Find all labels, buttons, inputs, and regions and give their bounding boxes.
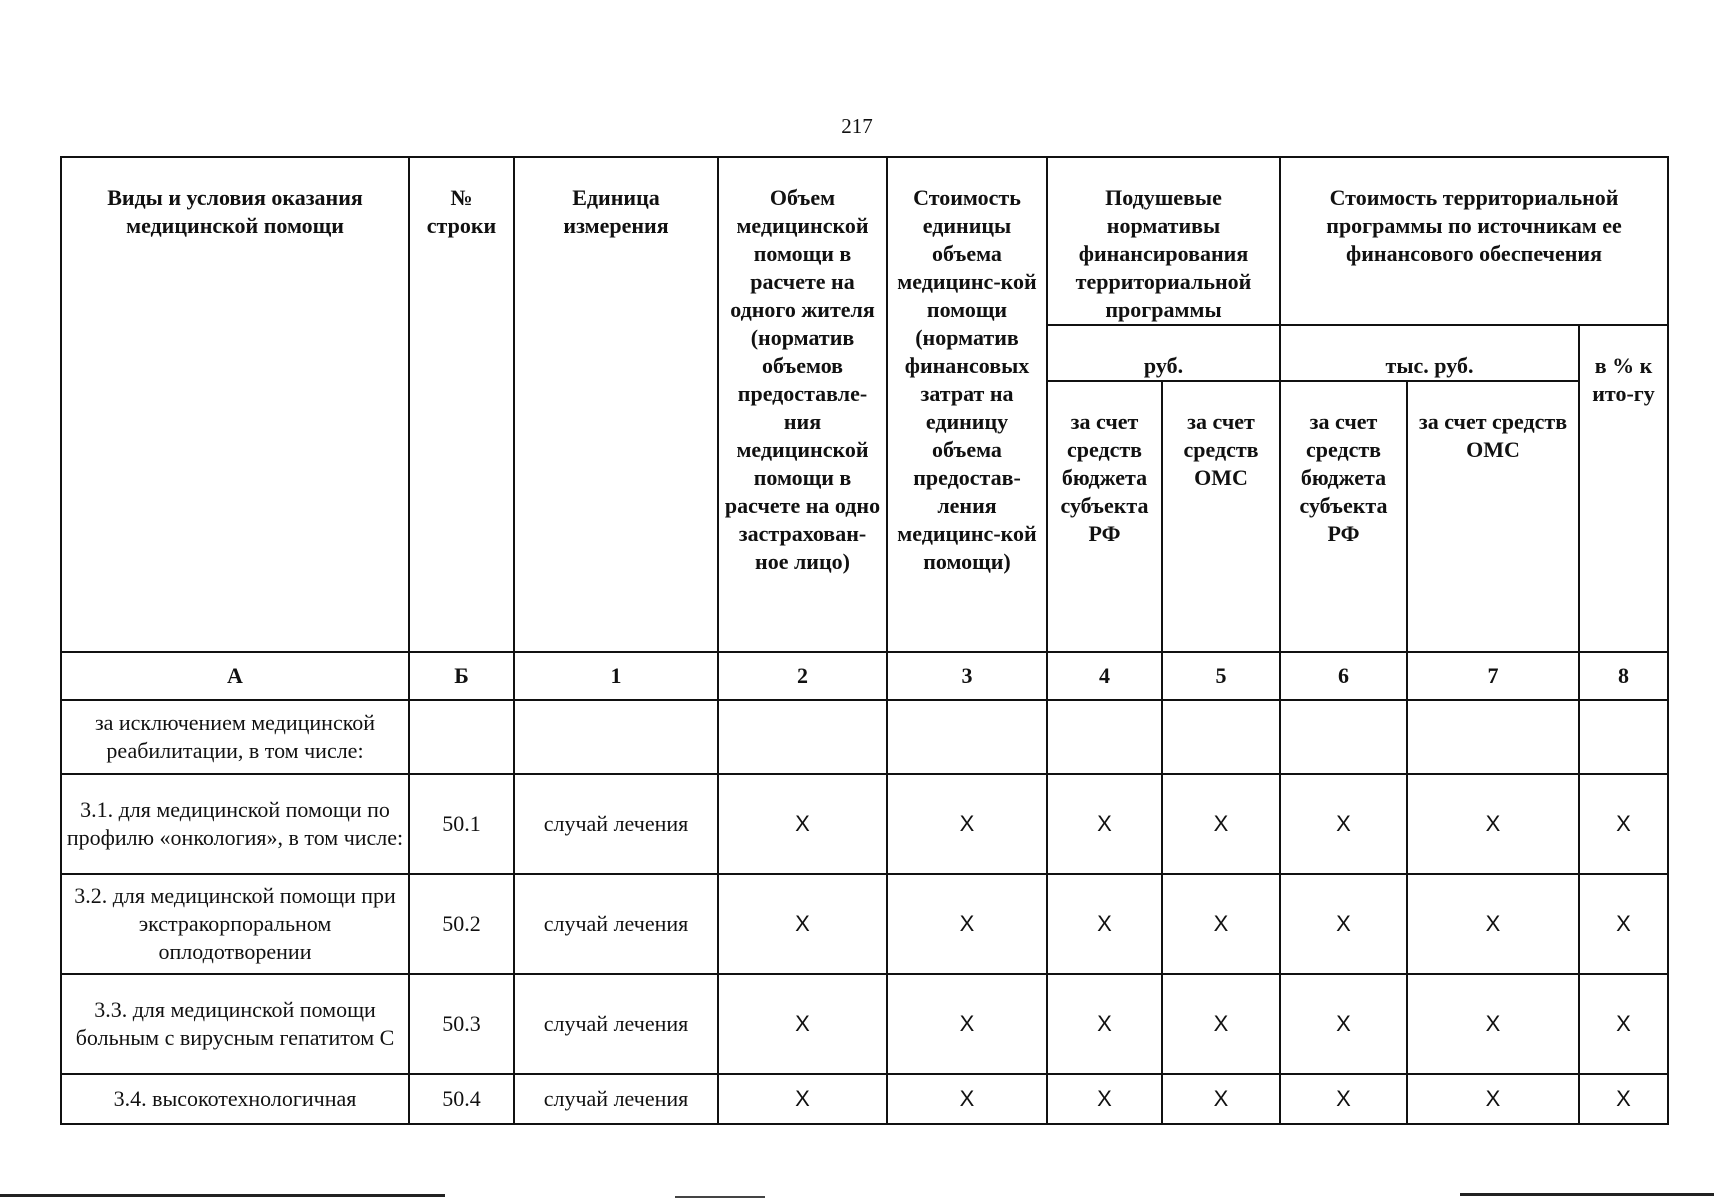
header-cost-oms: за счет средств ОМС xyxy=(1407,381,1579,652)
row-name: за исключением медицинской реабилитации, в том числе: xyxy=(61,700,409,774)
column-letter: 7 xyxy=(1407,652,1579,700)
table-cell: Х xyxy=(1047,874,1162,974)
table-cell: Х xyxy=(1047,974,1162,1074)
table-cell: Х xyxy=(1579,1074,1668,1124)
header-unit-cost: Стоимость единицы объема медицинс-кой помощи (норматив финансовых затрат на единицу объема предостав-ления медицинс-кой помощи) xyxy=(887,157,1047,652)
table-cell: Х xyxy=(1280,1074,1407,1124)
table-cell: Х xyxy=(887,774,1047,874)
table-cell: Х xyxy=(1280,974,1407,1074)
row-unit: случай лечения xyxy=(514,774,718,874)
table-row xyxy=(61,774,1668,874)
table-row xyxy=(61,1074,1668,1124)
table-cell: Х xyxy=(1407,774,1579,874)
table-cell: Х xyxy=(1162,774,1280,874)
table-cell: Х xyxy=(1579,774,1668,874)
row-name: 3.2. для медицинской помощи при экстракорпоральном оплодотворении xyxy=(61,874,409,974)
row-name: 3.3. для медицинской помощи больным с вирусным гепатитом С xyxy=(61,974,409,1074)
row-number xyxy=(409,700,514,774)
header-per-capita-norms: Подушевые нормативы финансирования территориальной программы xyxy=(1047,157,1280,325)
header-per-capita-oms: за счет средств ОМС xyxy=(1162,381,1280,652)
row-number: 50.4 xyxy=(409,1074,514,1124)
column-letter: Б xyxy=(409,652,514,700)
column-letter: 2 xyxy=(718,652,887,700)
scan-edge-line xyxy=(0,1194,445,1197)
column-letter: 8 xyxy=(1579,652,1668,700)
table-cell: Х xyxy=(718,1074,887,1124)
table-cell xyxy=(718,700,887,774)
page-number: 217 xyxy=(841,114,873,138)
row-name: 3.4. высокотехнологичная xyxy=(61,1074,409,1124)
table-cell: Х xyxy=(1162,874,1280,974)
scan-edge-dash xyxy=(675,1196,765,1198)
table-cell: Х xyxy=(1280,874,1407,974)
table-cell: Х xyxy=(718,874,887,974)
row-unit: случай лечения xyxy=(514,1074,718,1124)
row-number: 50.3 xyxy=(409,974,514,1074)
table-cell: Х xyxy=(1579,974,1668,1074)
column-letter: 3 xyxy=(887,652,1047,700)
table-cell xyxy=(1280,700,1407,774)
table-cell: Х xyxy=(718,974,887,1074)
row-unit: случай лечения xyxy=(514,874,718,974)
header-unit: Единица измерения xyxy=(514,157,718,652)
table-cell xyxy=(1162,700,1280,774)
table-row xyxy=(61,700,1668,774)
column-letter: 5 xyxy=(1162,652,1280,700)
header-rub: руб. xyxy=(1047,325,1280,381)
table-cell: Х xyxy=(718,774,887,874)
table-cell: Х xyxy=(887,1074,1047,1124)
table-row xyxy=(61,974,1668,1074)
table-cell: Х xyxy=(1407,1074,1579,1124)
table-cell: Х xyxy=(1407,874,1579,974)
table-cell: Х xyxy=(1162,974,1280,1074)
header-cost-budget: за счет средств бюджета субъекта РФ xyxy=(1280,381,1407,652)
table-cell: Х xyxy=(1280,774,1407,874)
header-per-capita-budget: за счет средств бюджета субъекта РФ xyxy=(1047,381,1162,652)
table-cell: Х xyxy=(1162,1074,1280,1124)
header-pct-total: в % к ито-гу xyxy=(1579,325,1668,652)
header-row xyxy=(61,157,1668,325)
header-row-number: № строки xyxy=(409,157,514,652)
column-letter: 1 xyxy=(514,652,718,700)
row-number: 50.1 xyxy=(409,774,514,874)
table-cell: Х xyxy=(1047,774,1162,874)
table-cell: Х xyxy=(1579,874,1668,974)
table-cell xyxy=(1579,700,1668,774)
header-program-cost: Стоимость территориальной программы по источникам ее финансового обеспечения xyxy=(1280,157,1668,325)
column-letters-row xyxy=(61,652,1668,700)
header-thous-rub: тыс. руб. xyxy=(1280,325,1579,381)
row-number: 50.2 xyxy=(409,874,514,974)
header-care-types: Виды и условия оказания медицинской помощи xyxy=(61,157,409,652)
scan-edge-line xyxy=(1460,1193,1714,1196)
row-name: 3.1. для медицинской помощи по профилю «онкология», в том числе: xyxy=(61,774,409,874)
table-cell: Х xyxy=(887,974,1047,1074)
table-cell xyxy=(1407,700,1579,774)
header-volume-per-resident: Объем медицинской помощи в расчете на одного жителя (норматив объемов предоставле-ния медицинской помощи в расчете на одно застрахован-ное лицо) xyxy=(718,157,887,652)
table-cell: Х xyxy=(1047,1074,1162,1124)
table-cell: Х xyxy=(1407,974,1579,1074)
column-letter: 6 xyxy=(1280,652,1407,700)
table-cell xyxy=(887,700,1047,774)
table-cell: Х xyxy=(887,874,1047,974)
row-unit xyxy=(514,700,718,774)
table-cell xyxy=(1047,700,1162,774)
column-letter: А xyxy=(61,652,409,700)
medical-care-table xyxy=(60,156,1669,1125)
table-row xyxy=(61,874,1668,974)
row-unit: случай лечения xyxy=(514,974,718,1074)
column-letter: 4 xyxy=(1047,652,1162,700)
